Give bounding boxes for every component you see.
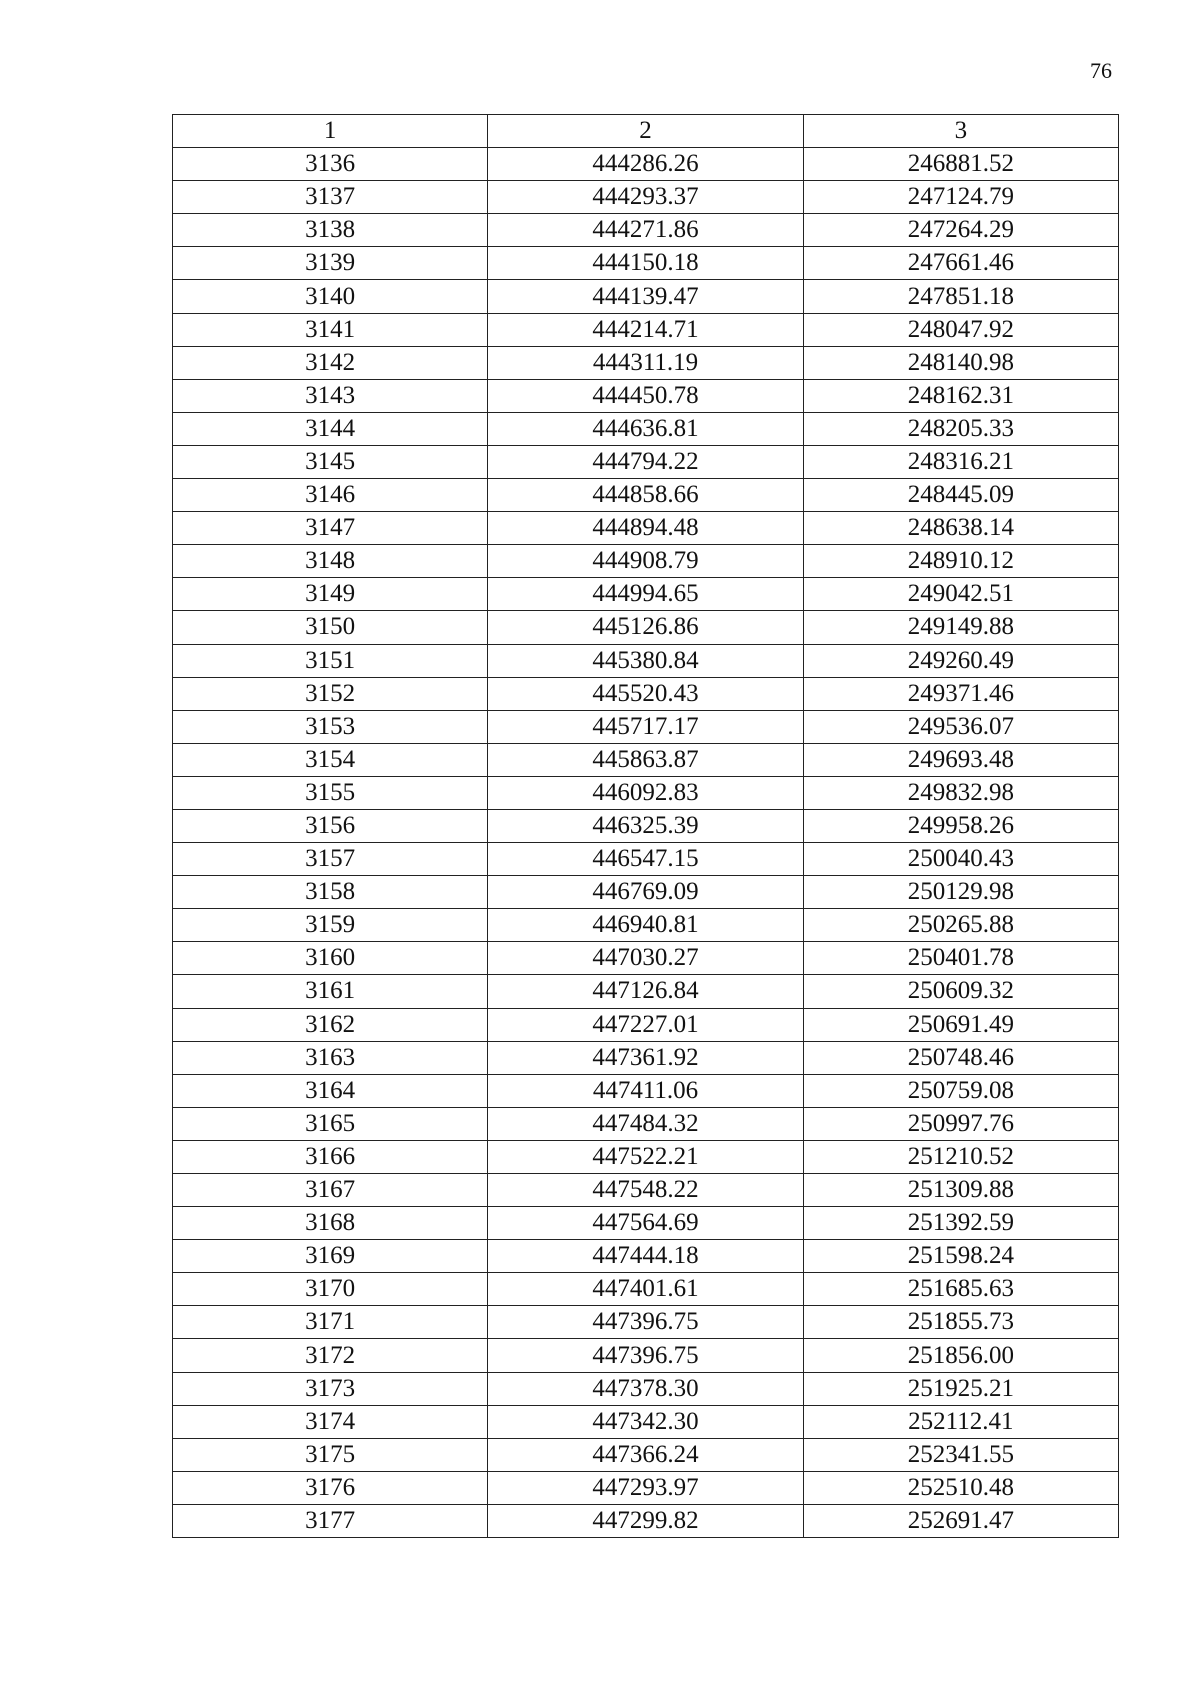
table-cell: 248910.12 — [803, 545, 1118, 578]
table-cell: 3166 — [173, 1140, 488, 1173]
table-cell: 3143 — [173, 379, 488, 412]
table-row — [173, 809, 1119, 842]
table-cell: 3163 — [173, 1041, 488, 1074]
table-cell: 3151 — [173, 644, 488, 677]
table-cell: 3162 — [173, 1008, 488, 1041]
header-cell-2: 2 — [488, 115, 803, 148]
table-cell: 3157 — [173, 843, 488, 876]
table-cell: 247661.46 — [803, 247, 1118, 280]
table-cell: 3146 — [173, 479, 488, 512]
table-cell: 249693.48 — [803, 743, 1118, 776]
table-cell: 248047.92 — [803, 313, 1118, 346]
table-cell: 3136 — [173, 148, 488, 181]
table-cell: 447293.97 — [488, 1471, 803, 1504]
table-cell: 444214.71 — [488, 313, 803, 346]
table-row — [173, 1074, 1119, 1107]
table-row — [173, 611, 1119, 644]
table-row — [173, 1140, 1119, 1173]
table-cell: 3142 — [173, 346, 488, 379]
table-cell: 444450.78 — [488, 379, 803, 412]
table-row — [173, 1306, 1119, 1339]
table-cell: 447522.21 — [488, 1140, 803, 1173]
table-cell: 445520.43 — [488, 677, 803, 710]
table-row — [173, 148, 1119, 181]
table-cell: 249260.49 — [803, 644, 1118, 677]
table-row — [173, 1107, 1119, 1140]
table-row — [173, 1372, 1119, 1405]
table-cell: 248445.09 — [803, 479, 1118, 512]
table-row — [173, 1405, 1119, 1438]
table-cell: 248316.21 — [803, 445, 1118, 478]
table-cell: 250997.76 — [803, 1107, 1118, 1140]
table-cell: 251598.24 — [803, 1240, 1118, 1273]
table-cell: 445717.17 — [488, 710, 803, 743]
table-cell: 251309.88 — [803, 1174, 1118, 1207]
table-row — [173, 214, 1119, 247]
table-row — [173, 313, 1119, 346]
table-row — [173, 843, 1119, 876]
table-cell: 251856.00 — [803, 1339, 1118, 1372]
table-cell: 252691.47 — [803, 1504, 1118, 1537]
table-row — [173, 379, 1119, 412]
table-cell: 250129.98 — [803, 876, 1118, 909]
table-row — [173, 512, 1119, 545]
table-cell: 444858.66 — [488, 479, 803, 512]
table-cell: 3138 — [173, 214, 488, 247]
table-cell: 3155 — [173, 776, 488, 809]
table-cell: 3169 — [173, 1240, 488, 1273]
table-cell: 3149 — [173, 578, 488, 611]
coordinates-table — [172, 114, 1119, 1538]
table-cell: 250691.49 — [803, 1008, 1118, 1041]
table-row — [173, 578, 1119, 611]
header-cell-3: 3 — [803, 115, 1118, 148]
table-cell: 447411.06 — [488, 1074, 803, 1107]
table-cell: 445380.84 — [488, 644, 803, 677]
table-cell: 252510.48 — [803, 1471, 1118, 1504]
table-row — [173, 975, 1119, 1008]
table-cell: 252112.41 — [803, 1405, 1118, 1438]
table-cell: 3177 — [173, 1504, 488, 1537]
table-row — [173, 412, 1119, 445]
table-cell: 249042.51 — [803, 578, 1118, 611]
table-cell: 3148 — [173, 545, 488, 578]
table-cell: 447444.18 — [488, 1240, 803, 1273]
table-cell: 3172 — [173, 1339, 488, 1372]
table-cell: 3170 — [173, 1273, 488, 1306]
table-cell: 447342.30 — [488, 1405, 803, 1438]
table-row — [173, 479, 1119, 512]
table-cell: 444286.26 — [488, 148, 803, 181]
table-row — [173, 1438, 1119, 1471]
table-cell: 447126.84 — [488, 975, 803, 1008]
table-cell: 3176 — [173, 1471, 488, 1504]
table-cell: 447378.30 — [488, 1372, 803, 1405]
table-cell: 3168 — [173, 1207, 488, 1240]
table-cell: 249371.46 — [803, 677, 1118, 710]
table-cell: 446769.09 — [488, 876, 803, 909]
table-cell: 248162.31 — [803, 379, 1118, 412]
table-row — [173, 942, 1119, 975]
table-cell: 447366.24 — [488, 1438, 803, 1471]
header-row — [173, 115, 1119, 148]
table-row — [173, 247, 1119, 280]
table-cell: 249536.07 — [803, 710, 1118, 743]
table-cell: 3171 — [173, 1306, 488, 1339]
table-cell: 3165 — [173, 1107, 488, 1140]
table-header — [173, 115, 1119, 148]
table-row — [173, 1041, 1119, 1074]
table-cell: 251392.59 — [803, 1207, 1118, 1240]
table-cell: 444908.79 — [488, 545, 803, 578]
table-row — [173, 644, 1119, 677]
table-cell: 247851.18 — [803, 280, 1118, 313]
table-cell: 444150.18 — [488, 247, 803, 280]
table-cell: 251685.63 — [803, 1273, 1118, 1306]
table-cell: 444271.86 — [488, 214, 803, 247]
table-cell: 444794.22 — [488, 445, 803, 478]
table-cell: 3160 — [173, 942, 488, 975]
table-cell: 250401.78 — [803, 942, 1118, 975]
table-row — [173, 346, 1119, 379]
table-cell: 444636.81 — [488, 412, 803, 445]
table-cell: 247124.79 — [803, 181, 1118, 214]
table-row — [173, 1504, 1119, 1537]
table-cell: 444311.19 — [488, 346, 803, 379]
table-cell: 447396.75 — [488, 1339, 803, 1372]
table-cell: 3139 — [173, 247, 488, 280]
table-cell: 444994.65 — [488, 578, 803, 611]
table-cell: 3175 — [173, 1438, 488, 1471]
table-cell: 250609.32 — [803, 975, 1118, 1008]
table-cell: 3154 — [173, 743, 488, 776]
table-cell: 446092.83 — [488, 776, 803, 809]
table-cell: 3167 — [173, 1174, 488, 1207]
table-cell: 246881.52 — [803, 148, 1118, 181]
table-cell: 3174 — [173, 1405, 488, 1438]
table-row — [173, 1240, 1119, 1273]
table-cell: 251855.73 — [803, 1306, 1118, 1339]
table-cell: 249958.26 — [803, 809, 1118, 842]
table-cell: 3137 — [173, 181, 488, 214]
table-cell: 447030.27 — [488, 942, 803, 975]
table-cell: 252341.55 — [803, 1438, 1118, 1471]
table-row — [173, 280, 1119, 313]
table-cell: 447401.61 — [488, 1273, 803, 1306]
header-cell-1: 1 — [173, 115, 488, 148]
table-row — [173, 1174, 1119, 1207]
table-cell: 250040.43 — [803, 843, 1118, 876]
table-cell: 251210.52 — [803, 1140, 1118, 1173]
table-cell: 250748.46 — [803, 1041, 1118, 1074]
table-cell: 447396.75 — [488, 1306, 803, 1339]
table-row — [173, 743, 1119, 776]
table-row — [173, 776, 1119, 809]
table-row — [173, 1207, 1119, 1240]
table-cell: 446940.81 — [488, 909, 803, 942]
table-cell: 444293.37 — [488, 181, 803, 214]
table-cell: 3147 — [173, 512, 488, 545]
table-row — [173, 1008, 1119, 1041]
table-cell: 445126.86 — [488, 611, 803, 644]
table-cell: 3158 — [173, 876, 488, 909]
table-cell: 248205.33 — [803, 412, 1118, 445]
table-cell: 447227.01 — [488, 1008, 803, 1041]
table-cell: 3145 — [173, 445, 488, 478]
table-cell: 3161 — [173, 975, 488, 1008]
table-row — [173, 1471, 1119, 1504]
table-row — [173, 1273, 1119, 1306]
table-row — [173, 1339, 1119, 1372]
table-cell: 3141 — [173, 313, 488, 346]
page-number: 76 — [1090, 58, 1112, 83]
table-cell: 3159 — [173, 909, 488, 942]
table-row — [173, 876, 1119, 909]
table-row — [173, 545, 1119, 578]
table-cell: 251925.21 — [803, 1372, 1118, 1405]
table-cell: 444139.47 — [488, 280, 803, 313]
table-body — [173, 148, 1119, 1538]
table-row — [173, 710, 1119, 743]
table-cell: 3164 — [173, 1074, 488, 1107]
table-cell: 447564.69 — [488, 1207, 803, 1240]
table-cell: 250265.88 — [803, 909, 1118, 942]
table-cell: 3156 — [173, 809, 488, 842]
table-cell: 445863.87 — [488, 743, 803, 776]
table-cell: 248140.98 — [803, 346, 1118, 379]
table-cell: 444894.48 — [488, 512, 803, 545]
table-cell: 250759.08 — [803, 1074, 1118, 1107]
table-cell: 3152 — [173, 677, 488, 710]
table-cell: 3150 — [173, 611, 488, 644]
table-cell: 446325.39 — [488, 809, 803, 842]
table-cell: 249149.88 — [803, 611, 1118, 644]
table-cell: 249832.98 — [803, 776, 1118, 809]
table-cell: 248638.14 — [803, 512, 1118, 545]
table-cell: 447548.22 — [488, 1174, 803, 1207]
table-cell: 3173 — [173, 1372, 488, 1405]
table-cell: 247264.29 — [803, 214, 1118, 247]
table-cell: 3153 — [173, 710, 488, 743]
table-cell: 3140 — [173, 280, 488, 313]
table-cell: 447484.32 — [488, 1107, 803, 1140]
table-row — [173, 909, 1119, 942]
table-cell: 3144 — [173, 412, 488, 445]
table-cell: 446547.15 — [488, 843, 803, 876]
table-row — [173, 445, 1119, 478]
table-cell: 447361.92 — [488, 1041, 803, 1074]
table-row — [173, 677, 1119, 710]
table-cell: 447299.82 — [488, 1504, 803, 1537]
table-row — [173, 181, 1119, 214]
